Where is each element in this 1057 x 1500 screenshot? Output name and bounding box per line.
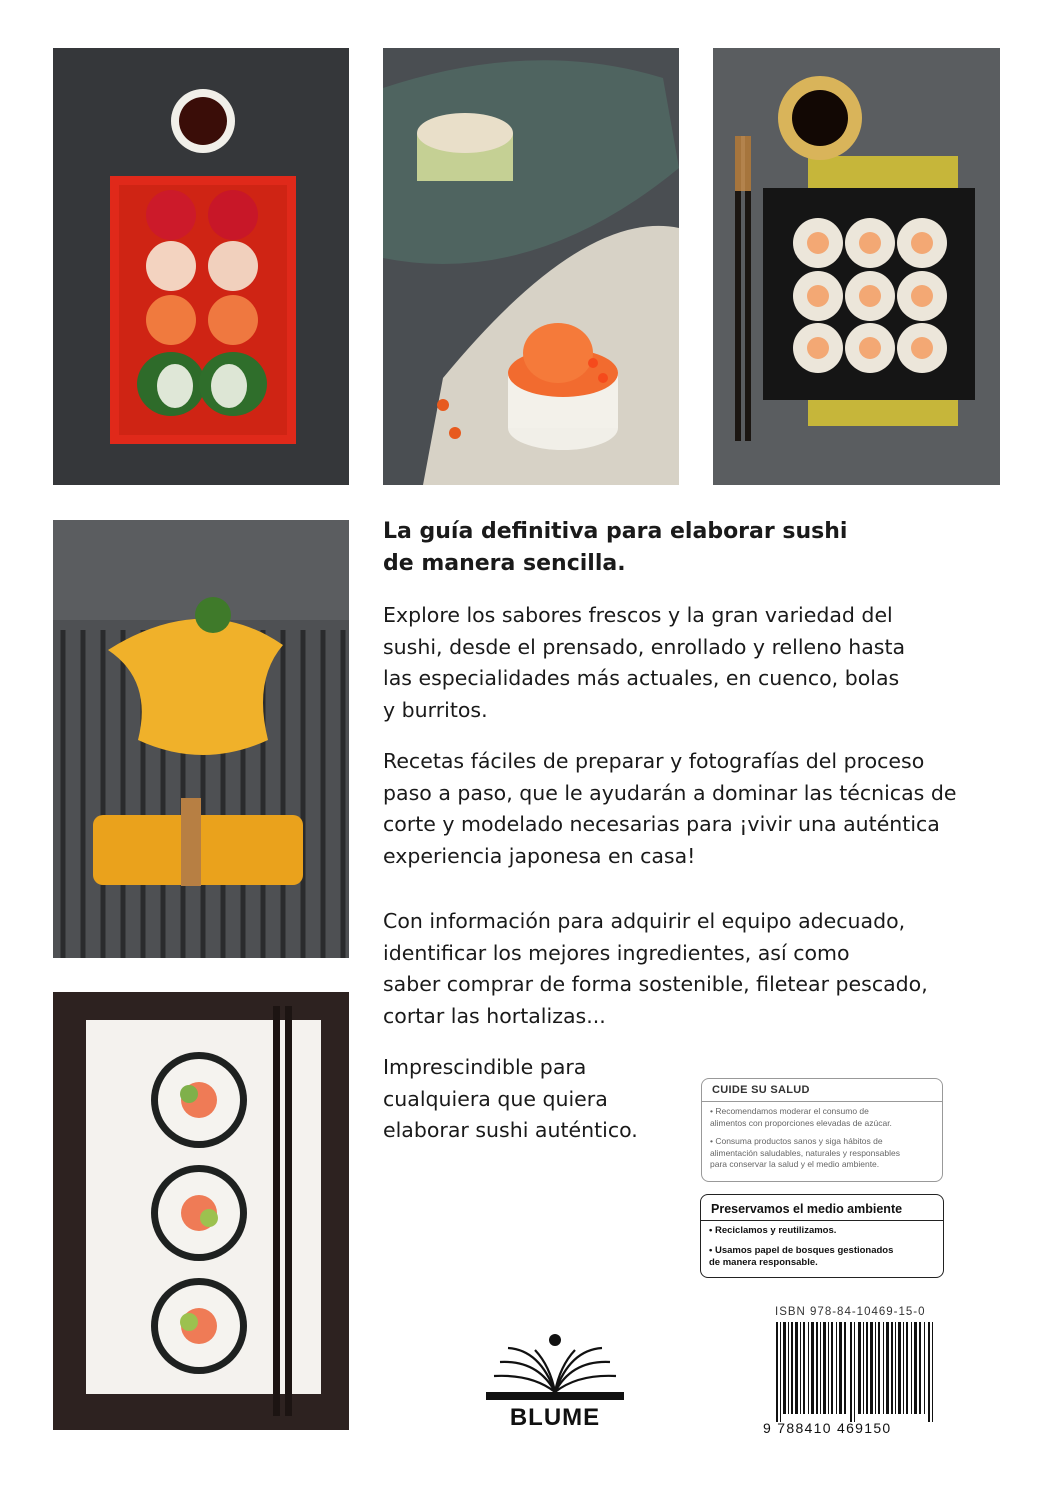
text-line: sushi, desde el prensado, enrollado y relleno hasta — [383, 634, 906, 659]
text-line: elaborar sushi auténtico. — [383, 1118, 638, 1142]
publisher-name: BLUME — [509, 1404, 601, 1431]
text-line: Con información para adquirir el equipo adecuado, — [383, 909, 906, 933]
divider — [701, 1220, 943, 1221]
text-line: alimentación saludables, naturales y responsables — [710, 1147, 900, 1158]
recipes-paragraph — [383, 746, 983, 872]
text-line: y burritos. — [383, 697, 488, 722]
headline-line: de manera sencilla. — [383, 551, 626, 576]
text-line: saber comprar de forma sostenible, filetear pescado, — [383, 972, 928, 996]
barcode-icon — [776, 1322, 936, 1422]
text-line: las especialidades más actuales, en cuenco, bolas — [383, 666, 900, 690]
environment-notice-box — [700, 1194, 944, 1278]
publisher-logo-icon — [480, 1330, 630, 1410]
text-line: cualquiera que quiera — [383, 1086, 608, 1111]
closing-paragraph — [383, 1052, 663, 1147]
headline — [383, 516, 983, 580]
health-notice-item — [710, 1136, 938, 1171]
maki-roll-photo — [53, 992, 349, 1430]
health-notice-item — [710, 1106, 938, 1129]
text-line: Explore los sabores frescos y la gran variedad del — [383, 603, 893, 627]
isbn-label: ISBN 978-84-10469-15-0 — [775, 1306, 926, 1318]
temari-sushi-photo — [53, 48, 349, 485]
text-line: corte y modelado necesarias para ¡vivir una auténtica — [383, 812, 940, 836]
text-line: • Usamos papel de bosques gestionados — [709, 1245, 894, 1256]
environment-notice-item: • Reciclamos y reutilizamos. — [709, 1225, 837, 1236]
environment-notice-item — [709, 1245, 937, 1269]
text-line: de manera responsable. — [709, 1257, 818, 1268]
uramaki-photo — [713, 48, 1000, 485]
equipment-paragraph — [383, 906, 983, 1032]
text-line: para conservar la salud y el medio ambiente. — [710, 1159, 880, 1169]
text-line: experiencia japonesa en casa! — [383, 843, 696, 868]
text-line: Recetas fáciles de preparar y fotografías del proceso — [383, 749, 925, 773]
environment-notice-title: Preservamos el medio ambiente — [711, 1202, 903, 1216]
wrapped-sushi-photo — [53, 520, 349, 958]
text-line: • Consuma productos sanos y siga hábitos de — [710, 1136, 883, 1146]
text-line: paso a paso, que le ayudarán a dominar las técnicas de — [383, 780, 957, 805]
barcode-number: 9 788410 469150 — [763, 1420, 892, 1436]
text-line: Imprescindible para — [383, 1055, 587, 1079]
pressed-sushi-photo — [383, 48, 679, 485]
health-notice-box — [701, 1078, 943, 1182]
divider — [702, 1101, 942, 1102]
text-line: alimentos con proporciones elevadas de azúcar. — [710, 1117, 892, 1128]
headline-line: La guía definitiva para elaborar sushi — [383, 519, 848, 544]
text-line: identificar los mejores ingredientes, así como — [383, 940, 850, 965]
health-notice-title: CUIDE SU SALUD — [712, 1084, 810, 1096]
text-line: • Recomendamos moderar el consumo de — [710, 1106, 869, 1116]
intro-paragraph — [383, 600, 983, 726]
text-line: cortar las hortalizas... — [383, 1003, 606, 1028]
